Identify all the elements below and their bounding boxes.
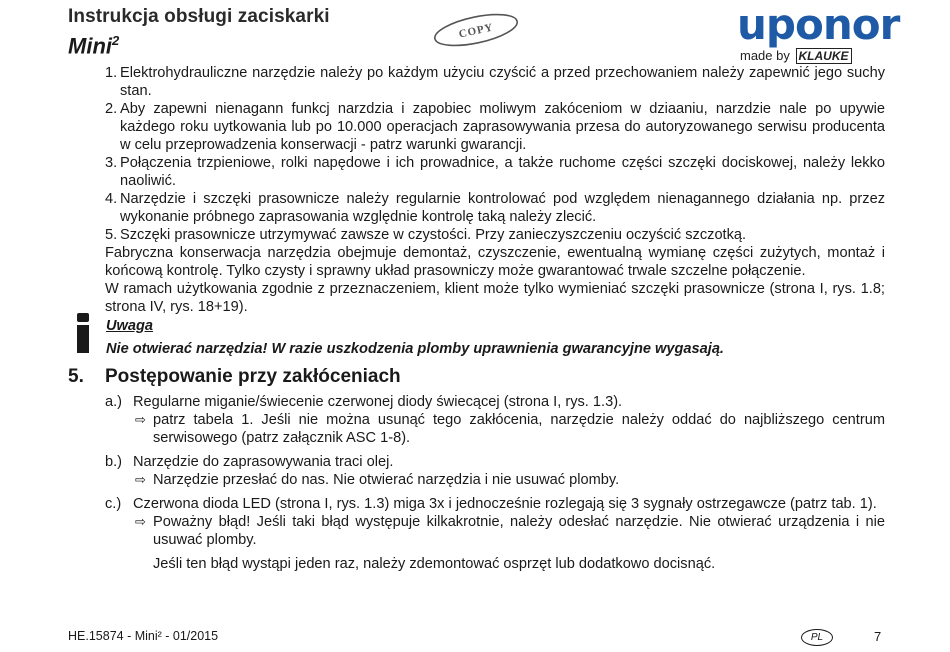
item-text: Regularne miganie/świecenie czerwonej diody świecącej (strona I, rys. 1.3). [133, 394, 623, 410]
copy-stamp-text: COPY [457, 21, 495, 41]
item-text: Czerwona dioda LED (strona I, rys. 1.3) miga 3x i jednocześnie rozlegają się 3 sygnały ostrzegawcze (patrz tab. 1). [133, 496, 877, 512]
section-heading [68, 366, 401, 388]
klauke-logo: KLAUKE [796, 48, 852, 64]
list-item [105, 100, 885, 154]
info-icon [76, 313, 90, 353]
product-name-text: Mini [68, 33, 112, 59]
list-item-number: 1. [105, 65, 118, 81]
maintenance-list [105, 64, 885, 244]
product-name-sup: 2 [112, 33, 120, 48]
copy-stamp [430, 12, 522, 48]
list-item-text: Aby zapewni nienagann funkcj narzdzia i zapobiec moliwym zakóceniom w dziaaniu, narzdzie nale po upywie każdego roku uytkowania lub po 10.000 operacjach zaprasowywania przesa do autoryzowanego serwisu producenta w celu przeprowadzenia konserwacji - patrz warunki gwarancji. [120, 101, 885, 153]
made-by-label: made by [740, 48, 790, 63]
document-id: HE.15874 - Mini² - 01/2015 [68, 629, 219, 643]
paragraph: Fabryczna konserwacja narzędzia obejmuje demontaż, czyszczenie, ewentualną wymianę części zużytych, montaż i końcową kontrolę. Tylko czysty i sprawny układ prasowniczy może gwarantować trwale szczelne połączenie. [105, 245, 885, 279]
list-item-number: 5. [105, 227, 118, 243]
item-action-text: Narzędzie przesłać do nas. Nie otwierać narzędzia i nie usuwać plomby. [153, 472, 620, 488]
section-title: Postępowanie przy zakłóceniach [105, 366, 401, 387]
list-item-text: Połączenia trzpieniowe, rolki napędowe i ich prowadnice, a także ruchome części szczęki dociskowej, należy lekko naoliwić. [120, 155, 885, 189]
page-number: 7 [874, 629, 882, 644]
warning-note [106, 317, 886, 358]
maintenance-section [105, 64, 885, 316]
list-item-number: 2. [105, 101, 118, 117]
list-item-number: 3. [105, 155, 118, 171]
list-item [105, 64, 885, 100]
made-by [740, 48, 852, 63]
item-label: b.) [105, 454, 123, 470]
note-text: Nie otwierać narzędzia! W razie uszkodzenia plomby uprawnienia gwarancyjne wygasają. [106, 341, 724, 357]
item-extra-text: Jeśli ten błąd wystąpi jeden raz, należy zdemontować osprzęt lub dodatkowo docisnąć. [153, 556, 716, 572]
troubleshooting-item [105, 393, 885, 447]
list-item-number: 4. [105, 191, 118, 207]
arrow-right-icon: ⇨ [135, 472, 146, 487]
troubleshooting-list [105, 393, 885, 577]
arrow-right-icon: ⇨ [135, 514, 146, 529]
item-action [133, 411, 885, 447]
troubleshooting-item [105, 495, 885, 573]
item-action [133, 471, 885, 489]
troubleshooting-item [105, 453, 885, 489]
paragraph: W ramach użytkowania zgodnie z przeznaczeniem, klient może tylko wymieniać szczęki prasownicze (strona I, rys. 1.8; strona IV, rys. 18+19). [105, 281, 885, 315]
section-number: 5. [68, 366, 84, 387]
list-item-text: Narzędzie i szczęki prasownicze należy regularnie kontrolować pod względem nienagannego działania np. przez wykonanie próbnego zaprasowania względnie kontrolę taką należy zlecić. [120, 191, 885, 225]
list-item-text: Elektrohydrauliczne narzędzie należy po każdym użyciu czyścić a przed przechowaniem należy zapewnić jego suchy stan. [120, 65, 885, 99]
list-item [105, 190, 885, 226]
list-item [105, 226, 885, 244]
product-name [68, 33, 119, 59]
item-label: c.) [105, 496, 122, 512]
item-label: a.) [105, 394, 123, 410]
item-action-text: Poważny błąd! Jeśli taki błąd występuje kilkakrotnie, należy odesłać narzędzie. Nie otwierać urządzenia i nie usuwać plomby. [153, 514, 885, 548]
item-action-text: patrz tabela 1. Jeśli nie można usunąć tego zakłócenia, narzędzie należy oddać do najbliższego centrum serwisowego (patrz załącznik ASC 1-8). [153, 412, 885, 446]
note-heading: Uwaga [106, 318, 154, 334]
manual-title: Instrukcja obsługi zaciskarki [68, 6, 330, 27]
uponor-logo: uponor [737, 0, 900, 49]
list-item [105, 154, 885, 190]
language-badge: PL [801, 629, 833, 646]
arrow-right-icon: ⇨ [135, 412, 146, 427]
item-action [133, 513, 885, 549]
item-text: Narzędzie do zaprasowywania traci olej. [133, 454, 394, 470]
list-item-text: Szczęki prasownicze utrzymywać zawsze w czystości. Przy zanieczyszczeniu oczyścić szczotką. [120, 227, 747, 243]
